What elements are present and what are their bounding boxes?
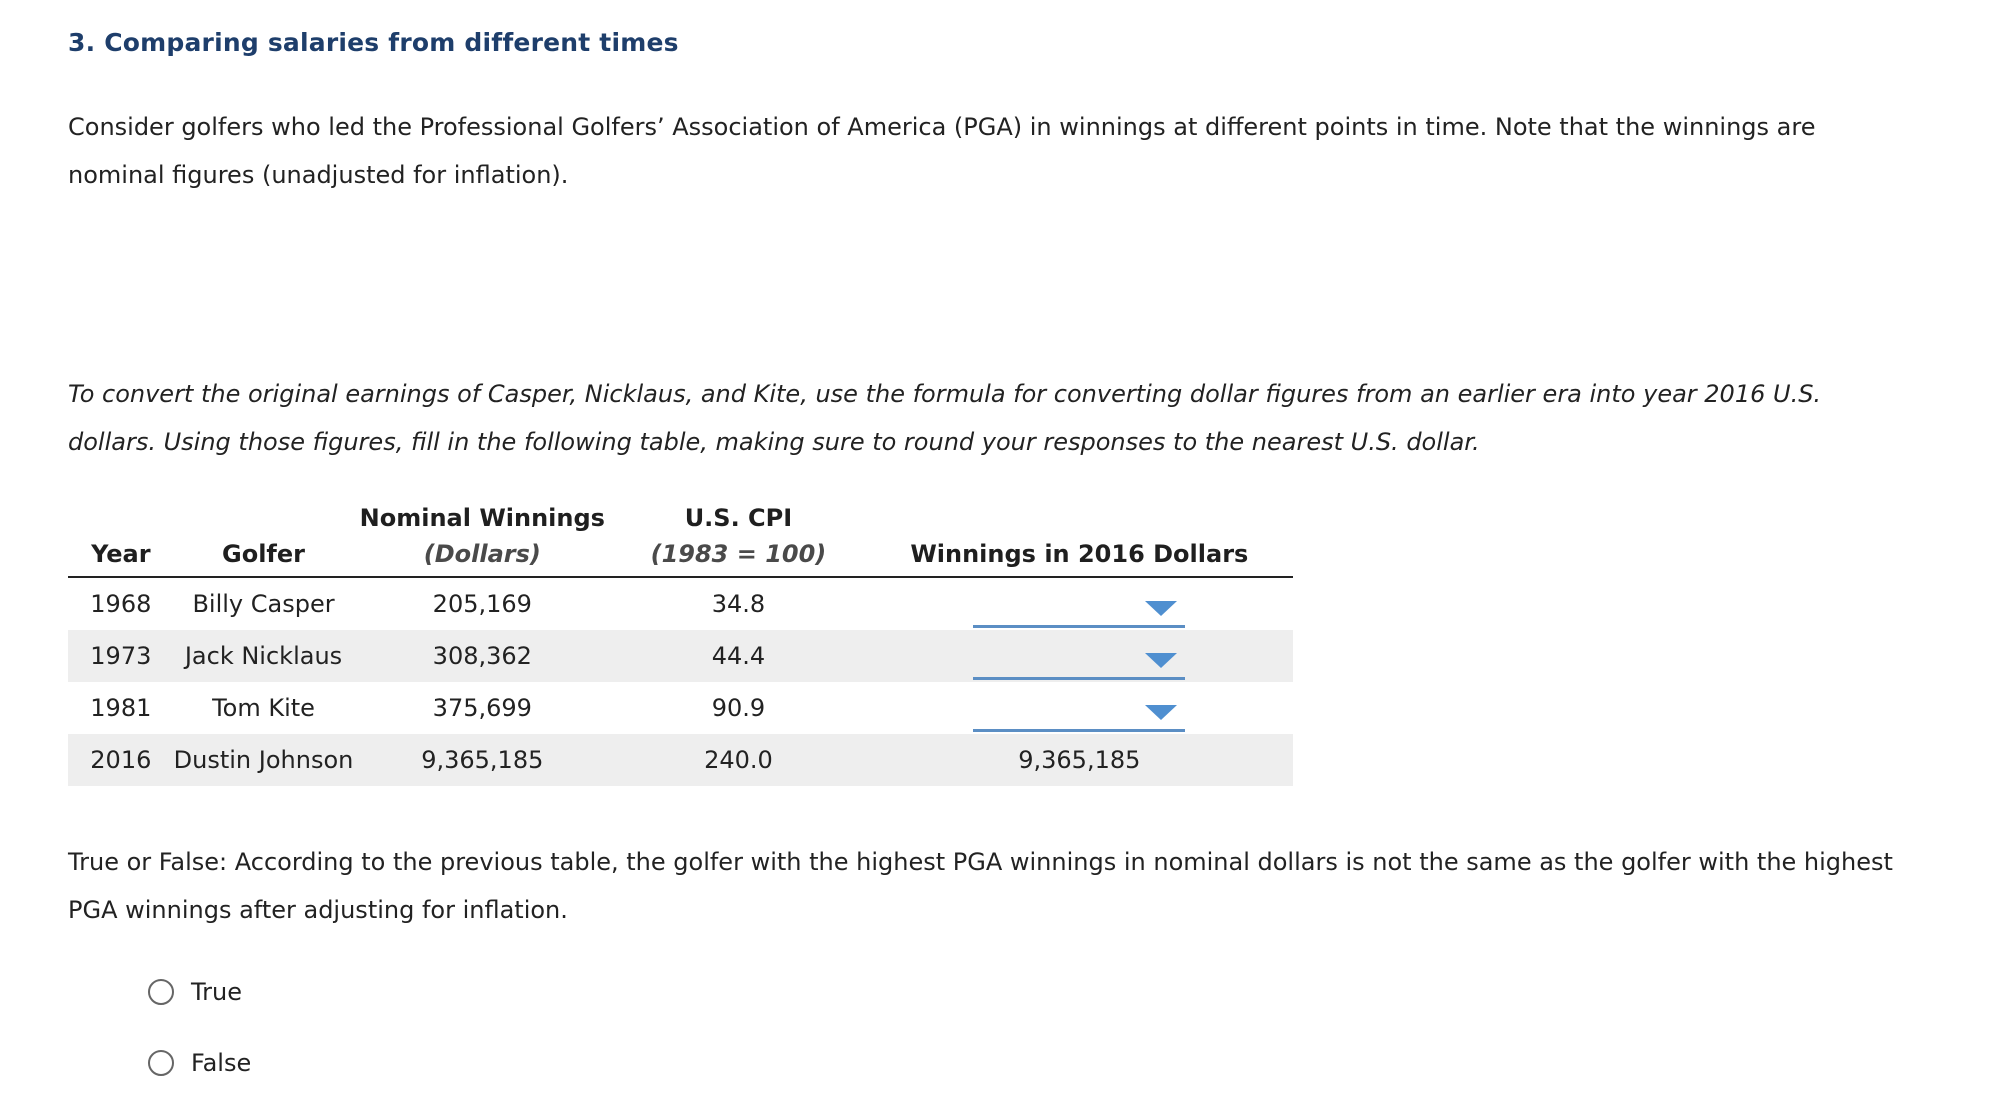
table-row <box>68 577 1293 630</box>
cell-winnings-2016 <box>866 630 1293 682</box>
cell-nominal: 375,699 <box>432 694 532 722</box>
header-winnings-2016: Winnings in 2016 Dollars <box>866 532 1293 577</box>
option-false[interactable] <box>148 1043 251 1083</box>
radio-button[interactable] <box>148 979 174 1005</box>
cell-year: 1973 <box>68 630 174 682</box>
option-true[interactable] <box>148 972 251 1012</box>
cell-golfer: Jack Nicklaus <box>174 630 354 682</box>
winnings-table <box>68 488 1293 786</box>
answer-options <box>148 972 251 1114</box>
cell-cpi: 90.9 <box>711 694 766 722</box>
radio-button[interactable] <box>148 1050 174 1076</box>
table-row <box>68 682 1293 734</box>
cell-year: 1968 <box>90 590 152 618</box>
cell-winnings-2016 <box>866 682 1293 734</box>
header-cpi-base: (1983 = 100) <box>611 532 865 577</box>
cell-year: 2016 <box>68 734 174 786</box>
header-nominal: Nominal Winnings <box>359 504 605 532</box>
winnings-dropdown-kite[interactable] <box>973 691 1185 732</box>
cell-nominal: 9,365,185 <box>353 734 611 786</box>
table-row <box>68 630 1293 682</box>
winnings-dropdown-nicklaus[interactable] <box>973 639 1185 680</box>
table-row <box>68 734 1293 786</box>
option-label: False <box>191 1049 252 1077</box>
cell-cpi: 34.8 <box>711 590 766 618</box>
chevron-down-icon <box>1145 601 1177 616</box>
cell-nominal: 308,362 <box>353 630 611 682</box>
header-spacer <box>174 488 354 532</box>
header-golfer: Golfer <box>174 532 354 577</box>
header-nominal-unit: (Dollars) <box>353 532 611 577</box>
intro-paragraph: Consider golfers who led the Professional Golfers’ Association of America (PGA) in winnings at different points in time. Note that the winnings are nominal figures (unadjusted for inflation). <box>68 113 1816 189</box>
cell-golfer: Tom Kite <box>212 694 315 722</box>
cell-golfer: Billy Casper <box>192 590 335 618</box>
chevron-down-icon <box>1145 705 1177 720</box>
cell-year: 1981 <box>90 694 152 722</box>
cell-winnings-2016: 9,365,185 <box>866 734 1293 786</box>
instructions-paragraph: To convert the original earnings of Casper, Nicklaus, and Kite, use the formula for converting dollar figures from an earlier era into year 2016 U.S. dollars. Using those figures, fill in the following table, making sure to round your responses to the nearest U.S. dollar. <box>68 380 1822 456</box>
question-text: True or False: According to the previous table, the golfer with the highest PGA winnings in nominal dollars is not the same as the golfer with the highest PGA winnings after adjusting for inflation. <box>68 848 1893 924</box>
header-year: Year <box>68 532 174 577</box>
cell-winnings-2016 <box>866 577 1293 630</box>
header-spacer <box>68 488 174 532</box>
option-label: True <box>191 978 242 1006</box>
chevron-down-icon <box>1145 653 1177 668</box>
cell-nominal: 205,169 <box>432 590 532 618</box>
cell-golfer: Dustin Johnson <box>174 734 354 786</box>
header-spacer <box>866 488 1293 532</box>
header-cpi: U.S. CPI <box>684 504 793 532</box>
cell-cpi: 44.4 <box>611 630 865 682</box>
section-title: 3. Comparing salaries from different times <box>68 28 679 57</box>
cell-cpi: 240.0 <box>611 734 865 786</box>
winnings-dropdown-casper[interactable] <box>973 587 1185 628</box>
